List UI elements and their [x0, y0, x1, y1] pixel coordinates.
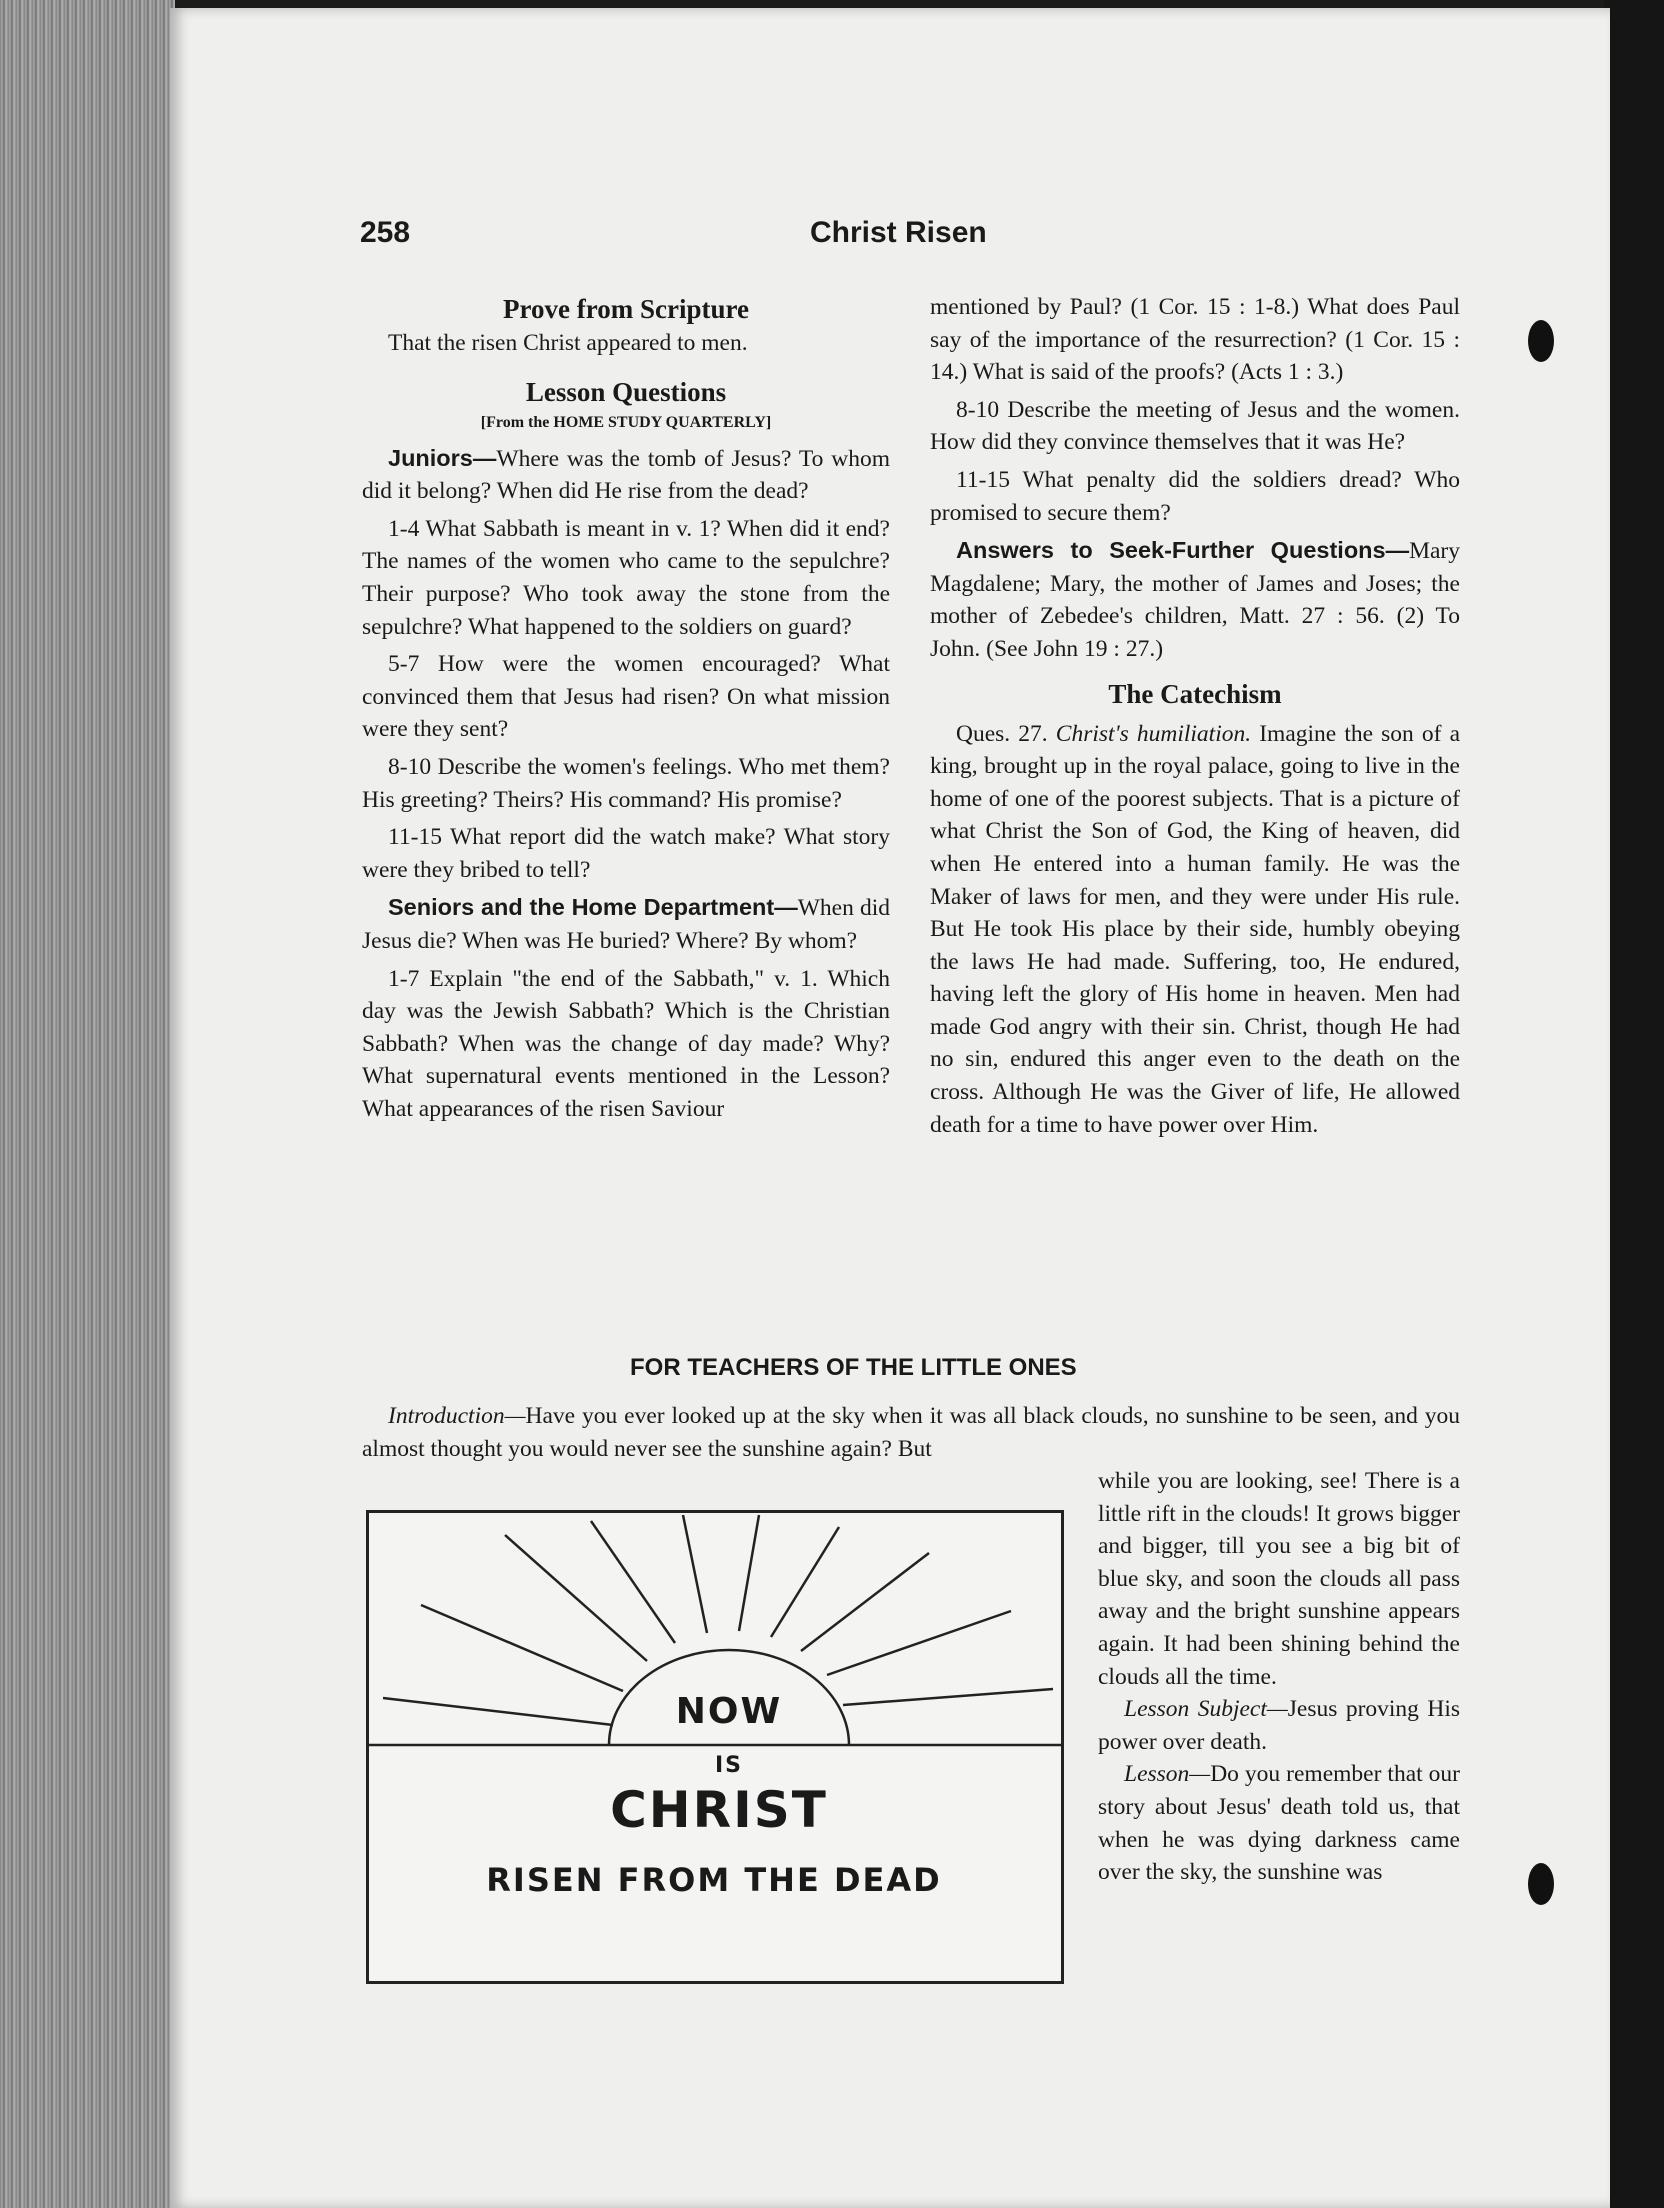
teachers-intro	[362, 1400, 1460, 1465]
question-5-7: 5-7 How were the women encouraged? What convinced them that Jesus had risen? On what mission were they sent?	[362, 651, 890, 743]
scan-background	[1604, 0, 1664, 2208]
word-is: IS	[714, 1753, 744, 1778]
question-1-4: 1-4 What Sabbath is meant in v. 1? When did it end? The names of the women who came to the sepulchre? Their purpose? Who took away the stone from the sepulchre? What happened to the soldiers on guard?	[362, 515, 890, 640]
page-number: 258	[360, 216, 411, 249]
juniors-label: Juniors—	[388, 444, 497, 471]
lesson-questions-source: [From the HOME STUDY QUARTERLY]	[480, 413, 772, 431]
seniors-text: When did Jesus die? When was He buried? Where? By whom?	[362, 895, 891, 954]
seniors-label: Seniors and the Home Department—	[388, 894, 798, 921]
right-question-11-15: 11-15 What penalty did the soldiers dread? Who promised to secure them?	[930, 466, 1460, 526]
question-11-15: 11-15 What report did the watch make? What story were they bribed to tell?	[362, 824, 890, 883]
risen-illustration	[366, 1510, 1064, 1984]
lesson-questions-heading: Lesson Questions	[525, 376, 727, 407]
binder-hole	[1528, 320, 1554, 362]
catechism-text: Imagine the son of a king, brought up in the royal palace, going to live in the home of one of the poorest subjects. That is a picture of what Christ the Son of God, the King of heaven, did when He entered into a human family. He was the Maker of laws for men, and they were under His rule. But He took His place by their side, humbly obeying the laws He had made. Suffering, too, He endured, having left the glory of His home in heaven. Men had made God angry with their sin. Christ, though He had no sin, endured this anger even to the death on the cross. Although He was the Giver of life, He allowed death for a time to have power over Him.	[930, 720, 1461, 1138]
book-page-edges	[0, 0, 175, 2208]
word-now: NOW	[675, 1691, 783, 1732]
answers-text: Mary Magdalene; Mary, the mother of James and Joses; the mother of Zebedee's children, Matt. 27 : 56. (2) To John. (See John 19 : 27.)	[930, 538, 1460, 662]
subject-text: Jesus proving His power over death.	[1098, 1696, 1460, 1755]
question-label: Ques. 27.	[956, 720, 1048, 747]
sun-ray	[771, 1527, 839, 1637]
right-column	[930, 291, 1460, 1141]
sun-ray	[739, 1515, 759, 1631]
lesson-label: Lesson—	[1124, 1761, 1211, 1788]
word-christ: CHRIST	[610, 1781, 828, 1839]
subject-label: Lesson Subject—	[1124, 1696, 1288, 1723]
intro-continued: while you are looking, see! There is a little rift in the clouds! It grows bigger and bigger, till you see a big bit of blue sky, and soon the clouds all pass away and the bright sunshine appears again. It had been shining behind the clouds all the time.	[1098, 1468, 1460, 1690]
sun-ray	[591, 1521, 675, 1643]
continued-text: mentioned by Paul? (1 Cor. 15 : 1-8.) What does Paul say of the importance of the resurrection? (1 Cor. 15 : 14.) What is said of the proofs? (Acts 1 : 3.)	[930, 294, 1460, 386]
intro-text: Have you ever looked up at the sky when it was all black clouds, no sunshine to be seen, and you almost thought you would never see the sunshine again? But	[362, 1403, 1460, 1462]
right-question-8-10: 8-10 Describe the meeting of Jesus and the women. How did they convince themselves that it was He?	[930, 396, 1460, 456]
prove-heading: Prove from Scripture	[503, 294, 749, 324]
answers-label: Answers to Seek-Further Questions—	[956, 537, 1410, 564]
sun-ray	[683, 1515, 707, 1633]
sun-ray	[383, 1698, 613, 1725]
lesson-text: Do you remember that our story about Jesus' death told us, that when he was dying darkness came over the sky, the sunshine was	[1098, 1761, 1460, 1886]
teachers-heading: FOR TEACHERS OF THE LITTLE ONES	[630, 1354, 1077, 1381]
question-8-10: 8-10 Describe the women's feelings. Who met them? His greeting? Theirs? His command? His promise?	[362, 753, 890, 813]
question-s1-7: 1-7 Explain "the end of the Sabbath," v. 1. Which day was the Jewish Sabbath? Which is the Christian Sabbath? When was the change of day made? Why? What supernatural events mentioned in the Lesson? What appearances of the risen Saviour	[362, 965, 890, 1122]
word-risen: RISEN FROM THE DEAD	[486, 1861, 942, 1899]
sun-ray	[421, 1605, 623, 1691]
catechism-heading: The Catechism	[1108, 678, 1282, 709]
book-page	[170, 8, 1610, 2208]
juniors-text: Where was the tomb of Jesus? To whom did it belong? When did He rise from the dead?	[362, 445, 890, 505]
sun-ray	[827, 1611, 1011, 1675]
question-topic: Christ's humiliation.	[1055, 720, 1252, 747]
binder-hole	[1528, 1863, 1554, 1905]
teachers-right-column	[1098, 1465, 1460, 1889]
sun-ray	[843, 1689, 1053, 1705]
sunrise-drawing	[369, 1513, 1061, 1981]
prove-text: That the risen Christ appeared to men.	[388, 330, 748, 356]
running-title: Christ Risen	[810, 216, 987, 249]
left-column	[362, 291, 890, 1125]
sun-ray	[505, 1535, 647, 1661]
intro-label: Introduction—	[388, 1403, 526, 1429]
sun-ray	[801, 1553, 929, 1651]
